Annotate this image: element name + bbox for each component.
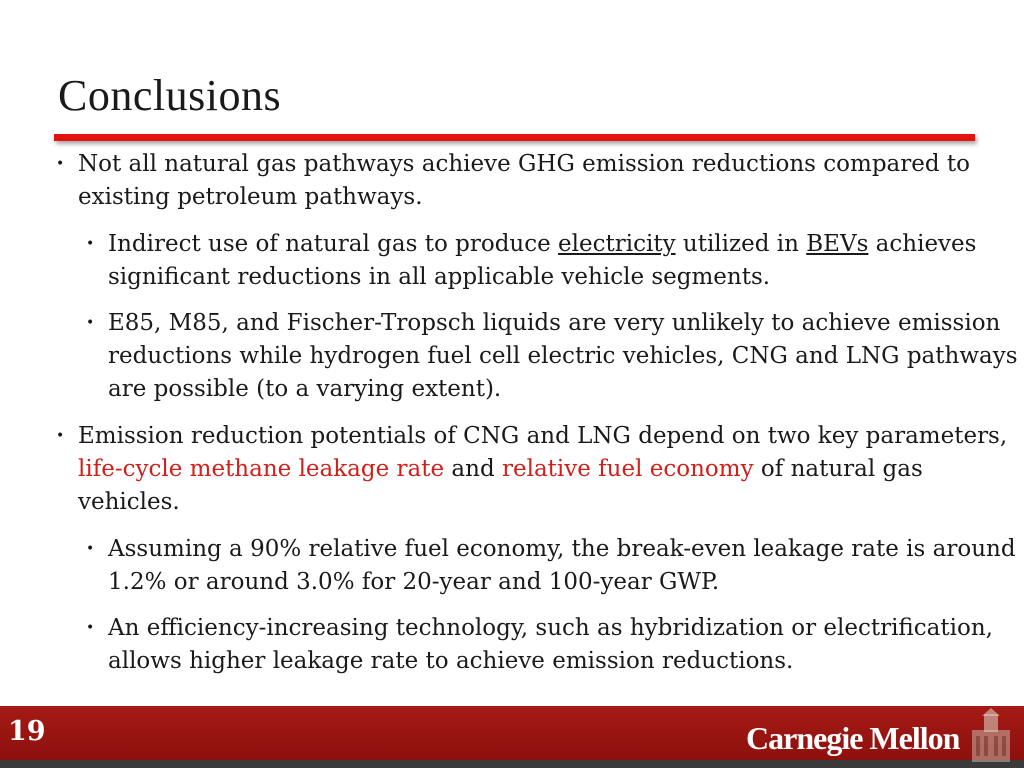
bullet-dot-icon: • <box>86 315 95 331</box>
sub-bullet-item <box>86 307 1020 406</box>
bullet-dot-icon: • <box>56 428 65 444</box>
bullet-text-mid: and <box>444 456 502 482</box>
sub-bullet-item <box>86 612 1020 678</box>
bullet-dot-icon: • <box>86 541 95 557</box>
sub-bullet-item <box>86 533 1020 599</box>
sub-bullet-item <box>86 228 1020 294</box>
page-number: 19 <box>8 716 46 747</box>
slide-title: Conclusions <box>58 71 282 120</box>
highlight-leakage-rate: life-cycle methane leakage rate <box>78 456 445 482</box>
bullet-text-post: achieves significant reductions in all applicable vehicle segments. <box>108 231 977 290</box>
bullet-text-mid: utilized in <box>675 231 807 257</box>
bullet-text-pre: Indirect use of natural gas to produce <box>108 231 559 257</box>
bullet-dot-icon: • <box>86 236 95 252</box>
bullet-item <box>56 148 1008 214</box>
title-divider <box>54 134 975 141</box>
bullet-text-pre: Emission reduction potentials of CNG and LNG depend on two key parameters, <box>78 423 1008 449</box>
bevs-link[interactable]: BEVs <box>806 231 869 257</box>
bullet-text: Assuming a 90% relative fuel economy, the break-even leakage rate is around 1.2% or around 3.0% for 20-year and 100-year GWP. <box>108 536 1016 595</box>
footer-shadow <box>0 760 1024 768</box>
carnegie-mellon-logo: Carnegie Mellon <box>746 720 960 756</box>
building-icon <box>966 708 1016 764</box>
electricity-link[interactable]: electricity <box>558 231 676 257</box>
bullet-item <box>56 420 1008 519</box>
bullet-dot-icon: • <box>86 620 95 636</box>
bullet-text: Not all natural gas pathways achieve GHG emission reductions compared to existing petroleum pathways. <box>78 151 970 210</box>
bullet-text: An efficiency-increasing technology, such as hybridization or electrification, allows higher leakage rate to achieve emission reductions. <box>108 615 993 674</box>
bullet-dot-icon: • <box>56 156 65 172</box>
highlight-fuel-economy: relative fuel economy <box>501 456 754 482</box>
bullet-text-post: of natural gas vehicles. <box>78 456 923 515</box>
bullet-text: E85, M85, and Fischer-Tropsch liquids are very unlikely to achieve emission reductions while hydrogen fuel cell electric vehicles, CNG and LNG pathways are possible (to a varying extent). <box>108 310 1018 402</box>
